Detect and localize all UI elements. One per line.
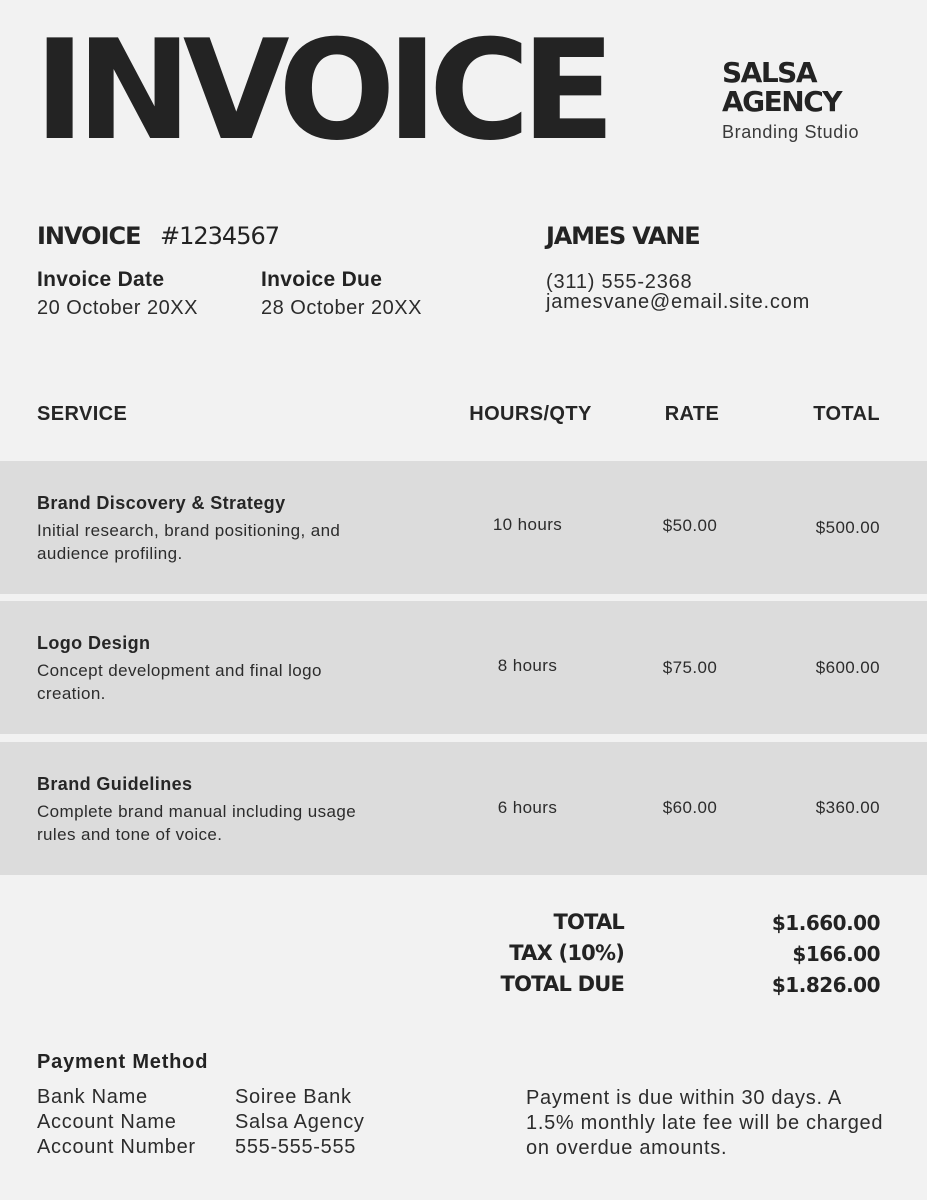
- service-total: $360.00: [815, 798, 880, 817]
- invoice-due-label: Invoice Due: [261, 268, 383, 291]
- account-name-label: Account Name: [37, 1111, 177, 1133]
- table-row: [0, 461, 927, 594]
- payment-terms-note: Payment is due within 30 days. A 1.5% monthly late fee will be charged on overdue amounts.: [526, 1087, 884, 1159]
- invoice-date-label: Invoice Date: [37, 268, 165, 291]
- column-header-service: SERVICE: [37, 403, 128, 425]
- service-name: Logo Design: [37, 633, 151, 653]
- service-total: $500.00: [815, 518, 880, 537]
- invoice-label: INVOICE: [37, 222, 141, 250]
- column-header-hours: HOURS/QTY: [469, 403, 592, 425]
- table-row: [0, 742, 927, 875]
- service-rate: $50.00: [662, 516, 718, 535]
- subtotal-value: $1.660.00: [771, 911, 880, 935]
- service-total: $600.00: [815, 658, 880, 677]
- service-rate: $60.00: [662, 798, 718, 817]
- invoice-title: INVOICE: [34, 10, 607, 171]
- service-description: Initial research, brand positioning, and audience profiling.: [37, 521, 341, 563]
- account-number-label: Account Number: [37, 1136, 196, 1158]
- agency-tagline: Branding Studio: [722, 122, 860, 142]
- bank-name-value: Soiree Bank: [235, 1086, 352, 1108]
- service-hours: 6 hours: [497, 798, 558, 817]
- client-email: jamesvane@email.site.com: [546, 291, 811, 313]
- total-due-value: $1.826.00: [771, 973, 880, 997]
- table-row: [0, 601, 927, 734]
- invoice-date-value: 20 October 20XX: [37, 297, 198, 319]
- client-name: JAMES VANE: [546, 222, 700, 250]
- account-number-value: 555-555-555: [235, 1136, 357, 1158]
- client-phone: (311) 555-2368: [546, 271, 693, 293]
- tax-label: TAX (10%): [509, 941, 624, 965]
- invoice-due-value: 28 October 20XX: [261, 297, 422, 319]
- subtotal-label: TOTAL: [553, 910, 624, 934]
- agency-name: SALSA AGENCY: [722, 56, 842, 118]
- column-header-rate: RATE: [664, 403, 720, 425]
- invoice-number: #1234567: [160, 222, 279, 250]
- payment-method-title: Payment Method: [37, 1051, 209, 1073]
- total-due-label: TOTAL DUE: [500, 972, 624, 996]
- service-rate: $75.00: [662, 658, 718, 677]
- service-hours: 10 hours: [492, 515, 563, 534]
- column-header-total: TOTAL: [813, 403, 880, 425]
- service-hours: 8 hours: [497, 656, 558, 675]
- service-description: Concept development and final logo creation.: [37, 661, 322, 703]
- service-description: Complete brand manual including usage rules and tone of voice.: [37, 802, 357, 844]
- tax-value: $166.00: [792, 942, 880, 966]
- account-name-value: Salsa Agency: [235, 1111, 365, 1133]
- bank-name-label: Bank Name: [37, 1086, 148, 1108]
- service-name: Brand Guidelines: [37, 774, 193, 794]
- service-name: Brand Discovery & Strategy: [37, 493, 286, 513]
